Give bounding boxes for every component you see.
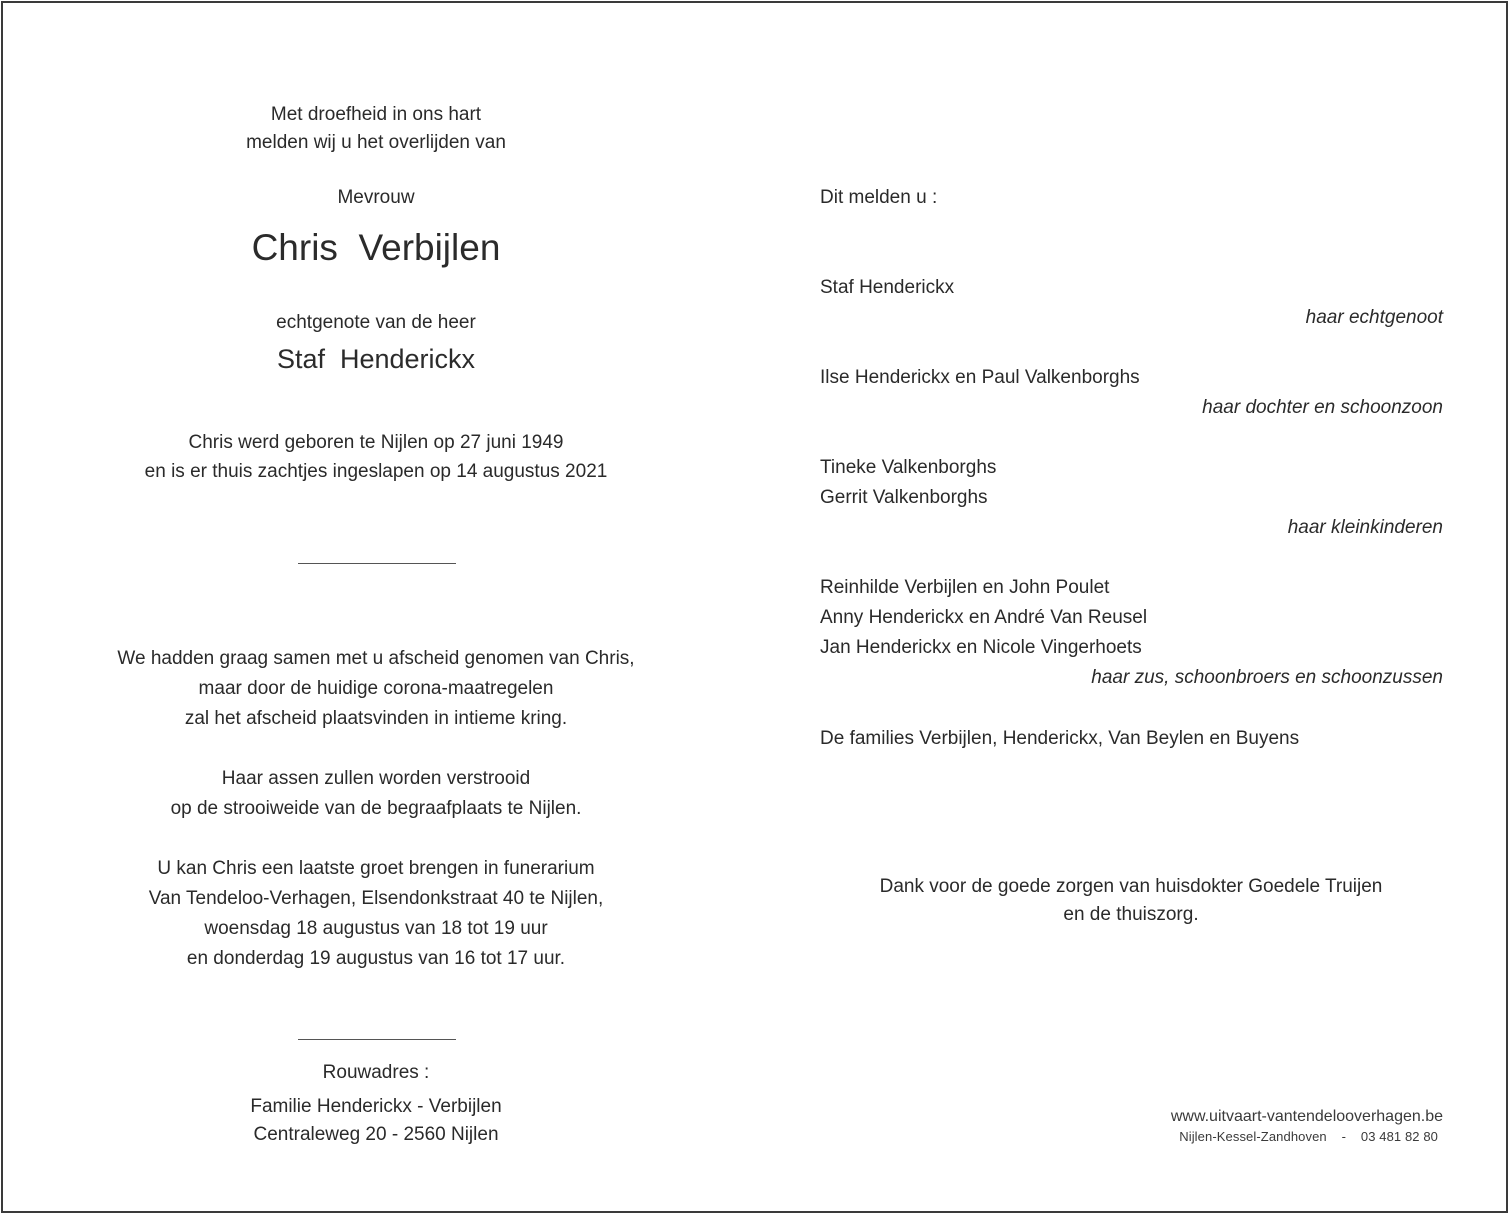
address-street: Centraleweg 20 - 2560 Nijlen [253,1124,499,1145]
funeral-home-website: www.uitvaart-vantendelooverhagen.be [1170,1108,1443,1125]
grandchild-entry-2: Gerrit Valkenborghs [820,487,988,508]
death-line: en is er thuis zachtjes ingeslapen op 14 augustus 2021 [144,461,608,482]
grandchildren-relation: haar kleinkinderen [1287,517,1443,538]
grandchild-entry-1: Tineke Valkenborghs [820,457,997,478]
daughter-relation: haar dochter en schoonzoon [1202,397,1443,418]
spouse-relation: haar echtgenoot [1305,307,1443,328]
farewell-line-3: zal het afscheid plaatsvinden in intieme kring. [184,708,568,729]
thanks-line-2: en de thuiszorg. [1063,904,1199,925]
visit-line-4: en donderdag 19 augustus van 16 tot 17 uur. [186,948,566,969]
honorific: Mevrouw [337,187,415,208]
card-border [1,1,1508,1213]
visit-line-2: Van Tendeloo-Verhagen, Elsendonkstraat 40 te Nijlen, [148,888,604,909]
address-label: Rouwadres : [322,1062,430,1083]
spouse-entry: Staf Henderickx [820,277,955,298]
sibling-entry-3: Jan Henderickx en Nicole Vingerhoets [820,637,1142,658]
announcers-header: Dit melden u : [820,187,938,208]
birth-line: Chris werd geboren te Nijlen op 27 juni 1949 [188,432,564,453]
farewell-line-2: maar door de huidige corona-maatregelen [198,678,554,699]
spouse-intro: echtgenote van de heer [276,312,476,333]
divider-bottom [298,1039,456,1040]
deceased-name: Chris Verbijlen [251,227,501,268]
address-family: Familie Henderickx - Verbijlen [250,1096,502,1117]
visit-line-3: woensdag 18 augustus van 18 tot 19 uur [204,918,548,939]
siblings-relation: haar zus, schoonbroers en schoonzussen [1091,667,1443,688]
intro-line-2: melden wij u het overlijden van [246,132,506,153]
families-entry: De families Verbijlen, Henderickx, Van Beylen en Buyens [820,728,1300,749]
ashes-line-2: op de strooiweide van de begraafplaats te Nijlen. [170,798,582,819]
divider-top [298,563,456,564]
spouse-name: Staf Henderickx [276,344,476,374]
ashes-line-1: Haar assen zullen worden verstrooid [221,768,531,789]
sibling-entry-2: Anny Henderickx en André Van Reusel [820,607,1148,628]
sibling-entry-1: Reinhilde Verbijlen en John Poulet [820,577,1110,598]
intro-line-1: Met droefheid in ons hart [270,104,482,125]
farewell-line-1: We hadden graag samen met u afscheid genomen van Chris, [117,648,635,669]
funeral-home-contact: Nijlen-Kessel-Zandhoven - 03 481 82 80 [1179,1129,1438,1144]
daughter-entry: Ilse Henderickx en Paul Valkenborghs [820,367,1140,388]
visit-line-1: U kan Chris een laatste groet brengen in funerarium [157,858,595,879]
thanks-line-1: Dank voor de goede zorgen van huisdokter Goedele Truijen [879,876,1383,897]
